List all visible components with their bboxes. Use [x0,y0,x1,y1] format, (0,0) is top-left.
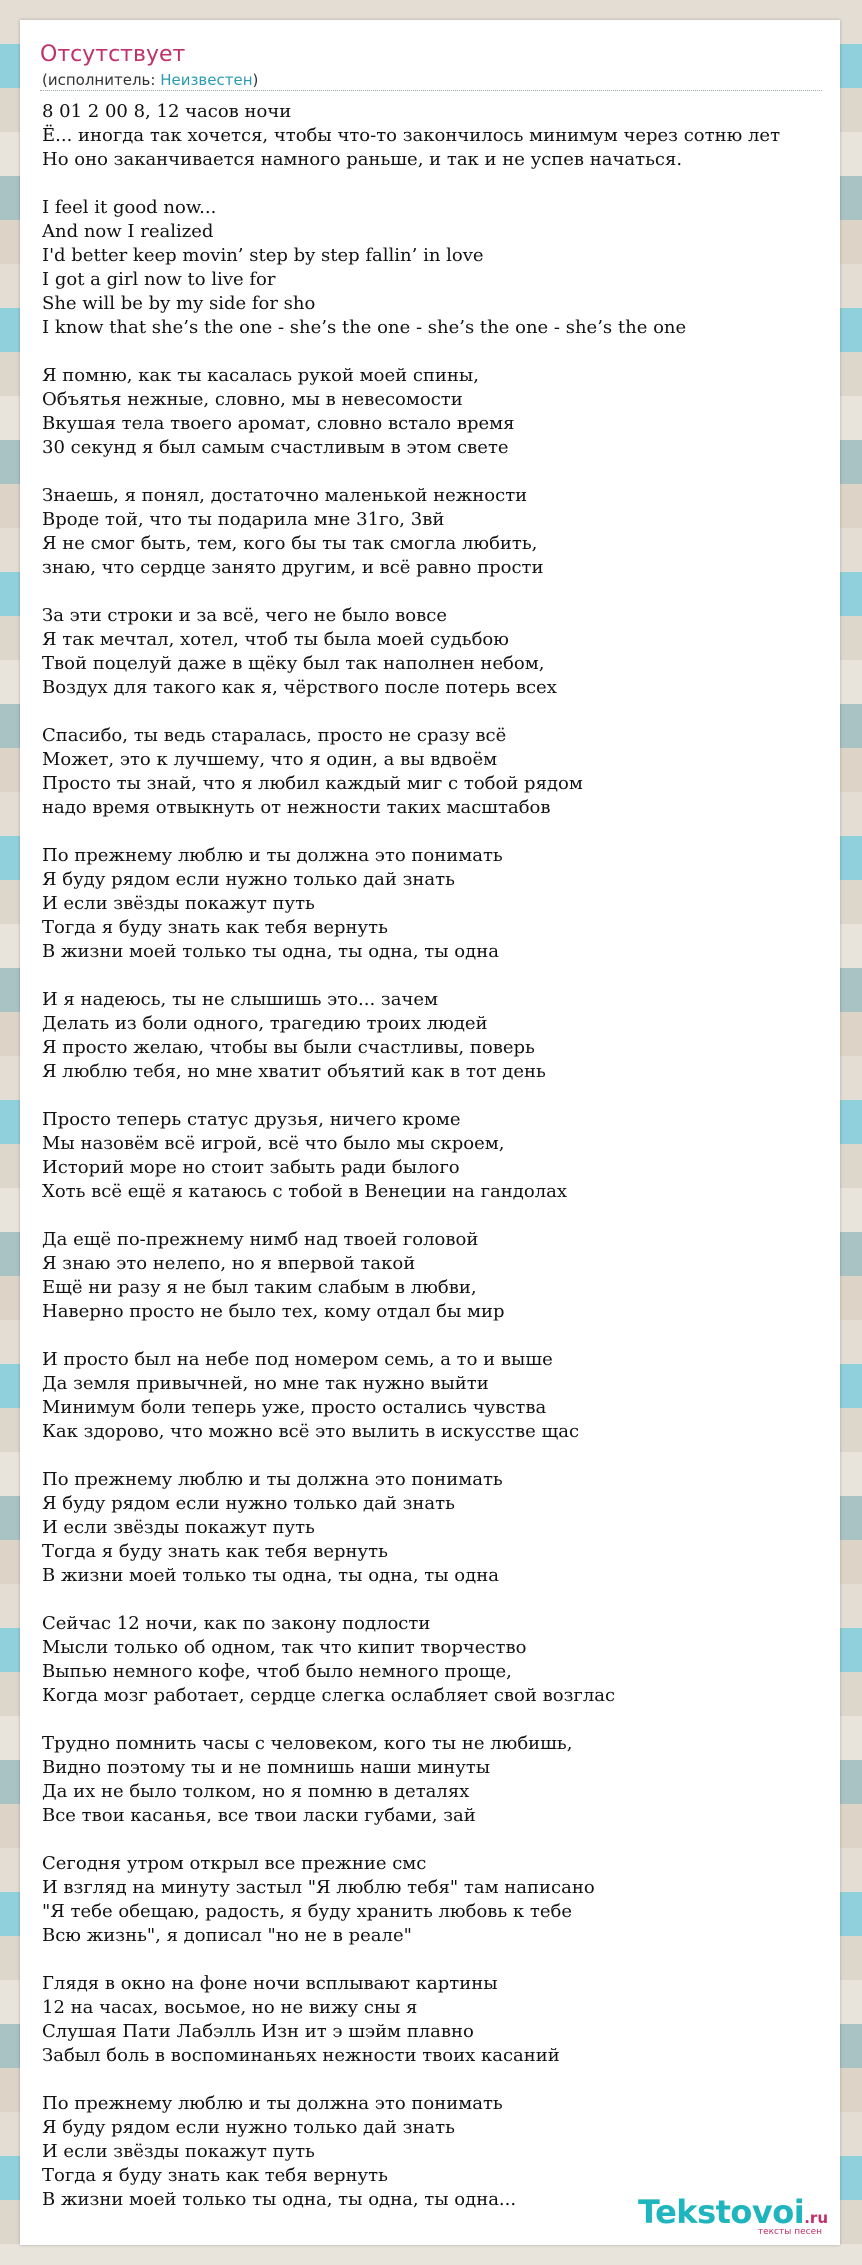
site-logo[interactable] [638,2195,828,2237]
artist-link[interactable]: Неизвестен [160,71,253,89]
artist-suffix: ) [252,71,259,89]
lyrics-text: 8 01 2 00 8, 12 часов ночи Ё... иногда так хочется, чтобы что-то закончилось минимум через сотню лет Но оно заканчивается намного раньше, и так и не успев начаться. I feel it good now... And now I realized I'd better keep movin’ step by step fallin’ in love I got a girl now to live for She will be by my side for sho I know that she’s the one - she’s the one - she’s the one - she’s the one Я помню, как ты касалась рукой моей спины, Объятья нежные, словно, мы в невесомости Вкушая тела твоего аромат, словно встало время 30 секунд я был самым счастливым в этом свете Знаешь, я понял, достаточно маленькой нежности Вроде той, что ты подарила мне 31го, 3вй Я не смог быть, тем, кого бы ты так смогла любить, знаю, что сердце занято другим, и всё равно прости За эти строки и за всё, чего не было вовсе Я так мечтал, хотел, чтоб ты была моей судьбою Твой поцелуй даже в щёку был так наполнен небом, Воздух для такого как я, чёрствого после потерь всех Спасибо, ты ведь старалась, просто не сразу всё Может, это к лучшему, что я один, а вы вдвоём Просто ты знай, что я любил каждый миг с тобой рядом надо время отвыкнуть от нежности таких масштабов По прежнему люблю и ты должна это понимать Я буду рядом если нужно только дай знать И если звёзды покажут путь Тогда я буду знать как тебя вернуть В жизни моей только ты одна, ты одна, ты одна И я надеюсь, ты не слышишь это... зачем Делать из боли одного, трагедию троих людей Я просто желаю, чтобы вы были счастливы, поверь Я люблю тебя, но мне хватит объятий как в тот день Просто теперь статус друзья, ничего кроме Мы назовём всё игрой, всё что было мы скроем, Историй море но стоит забыть ради былого Хоть всё ещё я катаюсь с тобой в Венеции на гандолах Да ещё по-прежнему нимб над твоей головой Я знаю это нелепо, но я впервой такой Ещё ни разу я не был таким слабым в любви, Наверно просто не было тех, кому отдал бы мир И просто был на небе под номером семь, а то и выше Да земля привычней, но мне так нужно выйти Минимум боли теперь уже, просто остались чувства Как здорово, что можно всё это вылить в искусстве щас По прежнему люблю и ты должна это понимать Я буду рядом если нужно только дай знать И если звёзды покажут путь Тогда я буду знать как тебя вернуть В жизни моей только ты одна, ты одна, ты одна Сейчас 12 ночи, как по закону подлости Мысли только об одном, так что кипит творчество Выпью немного кофе, чтоб было немного проще, Когда мозг работает, сердце слегка ослабляет свой возглас Трудно помнить часы с человеком, кого ты не любишь, Видно поэтому ты и не помнишь наши минуты Да их не было толком, но я помню в деталях Все твои касанья, все твои ласки губами, зай Сегодня утром открыл все прежние смс И взгляд на минуту застыл "Я люблю тебя" там написано "Я тебе обещаю, радость, я буду хранить любовь к тебе Всю жизнь", я дописал "но не в реале" Глядя в окно на фоне ночи всплывают картины 12 на часах, восьмое, но не вижу сны я Слушая Пати Лабэлль Изн ит э шэйм плавно Забыл боль в воспоминаньях нежности твоих касаний По прежнему люблю и ты должна это понимать Я буду рядом если нужно только дай знать И если звёзды покажут путь Тогда я буду знать как тебя вернуть В жизни моей только ты одна, ты одна, ты одна... [42,101,781,2210]
lyrics-page [20,20,840,2245]
artist-prefix: (исполнитель: [42,71,161,89]
logo-tagline: тексты песен [757,2227,822,2237]
logo-domain: .ru [804,2209,828,2227]
artist-line [42,70,258,90]
logo-text: Tekstovoi [638,2193,805,2231]
song-title: Отсутствует [40,42,186,67]
title-divider [40,90,822,91]
